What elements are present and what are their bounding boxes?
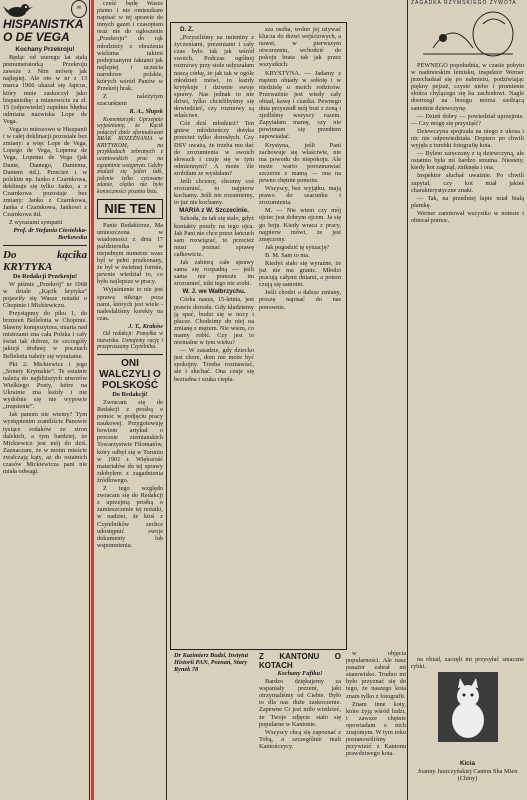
paragraph: — Dzień dobry — powiedział uprzejmie. — Czy mogę się przysiąść?	[411, 112, 524, 127]
caption-name: Kicia	[459, 760, 476, 767]
column-1	[3, 0, 87, 476]
reader-initials: D. Z.	[180, 26, 194, 33]
red-border	[91, 0, 94, 800]
greeting: Kochany Fafiku!	[277, 670, 323, 677]
paragraph: Będąc od szeregu lat stałą prenumeratorką Przekroju zawsze z Nim mówię jak najlepiej. Ale oto w nr z 13 marca 1966 ukazał się Japcus, który mnie zaskoczył jako hispanistkę: a mianowicie za zł. 15 (odpowiedzi) zupełnie błędna odmiana nazwiska Lope de Vega.	[3, 54, 87, 125]
bird-logo-area	[3, 0, 87, 18]
photo-caption	[411, 760, 524, 783]
paragraph: Dziewczyna spojrzała na niego z ukosa i nic nie odpowiedziała. Dopiero po chwili wyjęła z torebki fotografię kota.	[411, 127, 524, 150]
kanton-continued	[346, 650, 406, 758]
paragraph: Szkoda, że tak się stało, gdyż kontakty poszły na tego ojca. Jak Pani nie chce przez łańcuch sam rozwiązać, to przecież musi poznać sprawę całkowicie.	[174, 215, 254, 258]
column-4	[259, 26, 341, 312]
signature: Prof. dr Stefania Ciesielska-Borkowska	[13, 227, 87, 242]
column-divider	[166, 0, 167, 800]
greeting: Do Redakcji!	[112, 390, 148, 398]
article-title-nie-ten: NIE TEN	[104, 200, 156, 216]
kanton-article	[259, 652, 341, 751]
column-2	[97, 0, 163, 550]
paragraph: Z tego względu zwracam się do Redakcji z uprzejmą prośbą o zamieszczenie tej notatki, w nadziei, że ktoś z Czytelników zechce udostępnić swoje dokumenty lub wspomnienia.	[97, 485, 163, 549]
paragraph: Pkt 2: Mickiewicz i jego „Sonety Krymskie”. Te ostatnie należą do najbliższych utworów Wielkiego Poety, które na Ukrainie zna każdy i nie wydolnie się nie wypowie „trzęsienie”.	[3, 360, 87, 411]
column-3	[174, 26, 254, 384]
paragraph: Krystyna, jeśli Pani zachowuje się właściwie, nie ma powodu do niepokoju. Ale może warto porozmawiać szczerze z mamą — ona na pewno chętnie pomoże.	[259, 141, 341, 184]
article-title-kanton: Z KANTONU O KOTACH	[259, 652, 341, 670]
greeting: Do Redakcji Przekroju!	[12, 272, 78, 280]
paragraph: Zwracam się do Redakcji z prośbą o pomoc w podjęciu pracy naukowej. Przygotowuję bowiem artykuł o procesie ziemianskich Towarzystwie Filomatów, który odbył się w Toruniu w 1901 r. Większość materiałów do tej sprawy zdobyłem z zagadnienia źródłowego.	[97, 398, 163, 484]
reader-initials: W. J. we Wałbrzychu.	[182, 288, 246, 296]
stamp-icon: ✉	[71, 0, 87, 18]
paragraph: Z wyrazami sympatii	[9, 219, 63, 227]
cat-icon	[438, 672, 498, 742]
paragraph: M. — Nie wiem czy mój ojciec jest dobrym ojcem. Ja się go boję. Kiedy wraca z pracy, najpierw mówi, że jest zmęczony.	[259, 207, 341, 243]
caption-text: Joanny Juszczyńskiej Canton Sha Mien (Chiny)	[417, 768, 518, 783]
paragraph: — W zasadzie, gdy dziecko jest chore, dom nie może być spokojny. Trzeba rozmawiać, ale i słuchać. Ona czuje się bezradna i szuka ciepła.	[174, 347, 254, 383]
paragraph: Panie Redaktorze, Ma umieszczona w wiadomości z dnia 17 października w niejednym numerze wasz był w pełni przekonany, że był w świetnej formie, pewnie wiedział to, co było najlepsze w pracy.	[97, 221, 163, 286]
greeting: Kochany Przekroju!	[15, 46, 75, 53]
paragraph: Wszyscy, bez wyjątku, mają prawo do szacunku i zrozumienia.	[259, 185, 341, 207]
section-heading: ZAGADKA RZYMSKIEGO ŻYWOTA	[411, 0, 517, 6]
paragraph: Jak zabiorą całe sprawy sama się rozpadną — jeśli sama nie pomoże im zrozumieć, nikt tego nie zrobi.	[174, 259, 254, 288]
paragraph: cześć będę Wasze pismo i nie omieszkam napisać w tej sprawie do innych gazet i czasopism oraz nie do ogłoszenie „Przekroju” do rąk młodzieży z obrażenia wieloma takimi podejrzanymi faktami jak najlepiej i uczucia narodowe polskie, których wśród Panów w Przekrój brak.	[97, 0, 163, 93]
nie-ten-box	[97, 199, 163, 219]
bird-logo-icon	[3, 0, 33, 20]
story-header	[411, 0, 524, 62]
paragraph: Werner zanotował wszystko w notesie i obiecał pomoc.	[411, 209, 524, 224]
paragraph: Jeśli chcemy, chcemy coś zrozumieć, to najpierw kochamy. Jeśli nie rozumiemy, to już nie kochamy.	[174, 177, 254, 207]
paragraph: w objęcia popularności. Ale nasz pasażer zabrał mi stanowisko. Trudno mi było przyznać się do tego, że naszego kota znam tylko z fotografii.	[346, 650, 406, 700]
paragraph: Znam inne koty, które żyją wśród ludzi, i zawsze chętnie opowiadam o nich znajomym. W tym roku postanowiliśmy przywieźć z Kantonu prawdziwego kota.	[346, 700, 406, 758]
paragraph: sza osoba, wolno jej używać klucza do drzwi wejściowych, a nawet, w pierwszym otworzeniu, wchodzić do pokoju brata tak jak przez wszystkich.	[259, 26, 341, 69]
paragraph: W piśmie „Przekrój” nr 1068 w dziale „Kącik krytyka” pojawiły się Wasze notatki o Chopinie i Mickiewiczu.	[3, 280, 87, 309]
paragraph: Wyjaśnienie to nie jest sprawą nikogo poza nami, których jest wiele - nadesłaliśmy korekty na czas.	[97, 286, 163, 322]
cat-caption-area	[411, 656, 524, 744]
paragraph: Jeśli chodzi o dalsze zmiany, proszę napisać do nas ponownie.	[259, 289, 341, 311]
paragraph: Cóż dziś młodzież? Ten gniew młodzieńczy dotyka przecież tylko dorosłych. Czy DSV uważa, że trzeba mu dać do zrozumienia w swoich słowach i czuje się w tym odmiennym? A może źle zrobiłam ze wysłałam?	[174, 120, 254, 177]
cat-photo	[438, 672, 498, 742]
column-divider	[407, 0, 408, 800]
paragraph: B. M. Sam to ma.	[265, 251, 310, 259]
column-divider	[89, 0, 90, 800]
editor-note: Komentarzyk: Uprzejmie wyjaśniamy, że Kącik połączył zbiór sformułowań BRAK ROZEZNANIA w KRYTYKOM, na przykładach zebranych z uczniowskich prac na egzaminie wstępnym. Gdyby znalazł się jeden taki, jedynie tylko cytowane zdanie, ciężko nie było konieczności pisania listu.	[97, 116, 163, 196]
paragraph: Wszyscy chcą się zapoznać z Tobą, a szczególnie mali Kantończycy.	[259, 728, 341, 750]
paragraph: „Przyszliśmy na imieniny z życzeniami, prezentami i cały czas było tak jak wśród swoich. Podczas ogólnej rozmowy przy stole usłyszałam naszą córkę, że jak tak w ogóle młodzież mówi, to każdy krytykuje i dziwnie swoje sprawy. Nas jednak to nie dziwi, tylko chcielibyśmy się dowiedzieć, czy rozmowy są właściwe.	[174, 34, 254, 120]
paragraph: Vega to mieszowo w Hiszpanii i w całej deklinacji pozostałe bez zmiany: a więc Lope de Vega, Lopego de Vega, Lopema de Vega, Lopemu de Vega (jak Dante, Dantego, Dantemu, Dantem itd.). Przecież i w polskim np. Janko z Czarnkowa, deklinuje się tylko Janko, a z Czarnkowa pozostaje bez zmiany: Janko z Czarnkowa, Janka z Czarnkowa, Jankowi z Czarnkowa itd.	[3, 126, 87, 219]
paragraph: Jak pogodzić tę sytuację?	[265, 243, 330, 251]
column-5	[411, 0, 524, 225]
paragraph: na obiad, zaczęli mi przysyłać smaczne rybki.	[411, 656, 524, 671]
paragraph: — Tak, na przedniej łapie miał białą plamkę.	[411, 194, 524, 209]
article-title-kacik: Do kącika KRYTYKA	[3, 248, 87, 273]
reader-initials: MARIA z W. Szczecinie.	[179, 207, 249, 215]
paragraph: Kiedyś stało się wyraźne, że już nie ma granic. Młodzi pracują całymi dniami, a potem czują się samotni.	[259, 260, 341, 289]
paragraph: Córka nasza, 15-letnia, jest prawie dorosła. Gdy kładziemy ją spać, budzi się w nocy i płacze. Chodzimy do niej na zmianę z mężem. Nie wiem, co mamy robić. Czy jest to normalne w tym wieku?	[174, 296, 254, 347]
paragraph: Jak panom nie wiemy? Tym występienim zraniliście Panowie tysiące rodaków ze stron dalekich, a tym bardziej, że Mickiewicz jest mój do dziś. Zaznaczam, że w moim mieście zwalczają kąty, aż do ostatnich czasów Mickiewicza pani nie miała odwagi.	[3, 411, 87, 476]
signature: R. A., Słupsk	[129, 108, 163, 116]
paragraph: Przystąpmy do piku 1, do brzmień Bellelotta w Chopinie. Sławny kompozytora, miarta nad mistrzami zna cała Polska i cały świat tak dobrze, że szczegóły jakiejś drobnej w pocztach Bellelotta należy się wyrażanie.	[3, 310, 87, 360]
signature: Dr Kazimierz Budzi, Instytut Historii PAN, Poznań, Stary Rynek 78	[174, 652, 249, 674]
paragraph: Inspektor słuchał uważnie. Po chwili zapytał, czy kot miał jakieś charakterystyczne znaki.	[411, 172, 524, 194]
paragraph: KRYSTYNA. — Jadamy z mężem obiady w sobotę i w niedzielę u moich rodziców. Przeważnie jest wtedy cały obiad, kawę i ciastka. Pewnego dnia przyszedł mój brat z żoną i zjedliśmy wszyscy razem. Zapytałam mamę, czy nie powinnam się przedtem zapowiadać.	[259, 69, 341, 141]
paragraph: Bardzo dziękujemy za wspaniały prezent, jaki otrzymaliśmy od Ciebie. Było to dla nas duże zaskoczenie. Zapewne Ci jest miło wiedzieć, że Twoje zdjęcie stało się popularne w Kantonie.	[259, 678, 341, 728]
paragraph: — Bylem zaręczony z tą dziewczyną, ale ostatnio była mi bardzo smutna. Niestety, kiedy kot zaginął, zniknęła i ona.	[411, 150, 524, 172]
illustration-icon	[413, 8, 521, 60]
editor-note: Od redakcji: Pomyłka w nazwisku. Uznajemy rację i przepraszamy Czytelnika.	[97, 331, 163, 351]
column-3-footer	[174, 652, 254, 674]
paragraph: Z należytym szacunkiem	[97, 93, 163, 108]
signature: J. T., Kraków	[128, 322, 163, 330]
article-title-oni-walczyli: ONI WALCZYLI O POLSKOŚĆ	[99, 357, 161, 391]
article-title-hispanistka: HISPANISTKA O DE VEGA	[3, 17, 84, 44]
paragraph: PEWNEGO popołudnia, w czasie pobytu w nadmorskim letnisku, inspektor Werner przechadzał się po nabrzeżu, podziwiając piękny pejzaż, czyste niebo i promienie słońca chylącego się ku zachodowi. Nagle dostrzegł na brzegu morza siedzącą samotnie dziewczynę.	[411, 62, 524, 112]
